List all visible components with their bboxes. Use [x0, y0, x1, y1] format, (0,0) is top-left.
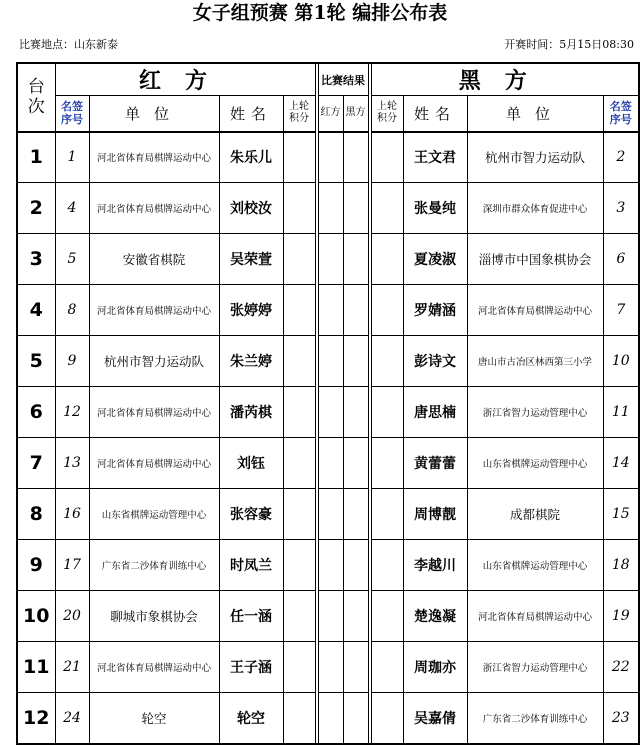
red-name: 王子涵	[219, 642, 283, 693]
result-black	[343, 438, 368, 489]
red-seed: 24	[55, 693, 89, 744]
red-prev-points	[283, 642, 315, 693]
black-unit: 淄博市中国象棋协会	[467, 234, 603, 285]
red-name: 张容豪	[219, 489, 283, 540]
black-prev-points	[371, 693, 403, 744]
result-red	[318, 336, 343, 387]
table-row	[17, 285, 639, 336]
table-number: 3	[17, 234, 55, 285]
red-seed: 4	[55, 183, 89, 234]
black-name: 周博靓	[403, 489, 467, 540]
red-name-header: 姓名	[219, 96, 283, 132]
result-red	[318, 642, 343, 693]
result-red	[318, 234, 343, 285]
red-seed: 1	[55, 132, 89, 183]
black-seed: 14	[603, 438, 639, 489]
black-prev-points	[371, 336, 403, 387]
black-prev-points	[371, 387, 403, 438]
result-black	[343, 285, 368, 336]
red-name: 时凤兰	[219, 540, 283, 591]
black-name-header: 姓名	[403, 96, 467, 132]
red-prev-points	[283, 438, 315, 489]
table-row	[17, 234, 639, 285]
result-black	[343, 693, 368, 744]
result-red	[318, 387, 343, 438]
red-prev-points	[283, 285, 315, 336]
black-prev-points	[371, 642, 403, 693]
table-number: 9	[17, 540, 55, 591]
black-prev-points	[371, 438, 403, 489]
red-seed: 21	[55, 642, 89, 693]
red-unit: 杭州市智力运动队	[89, 336, 219, 387]
red-prev-points	[283, 183, 315, 234]
black-name: 周珈亦	[403, 642, 467, 693]
result-black	[343, 336, 368, 387]
black-prev-points	[371, 132, 403, 183]
black-name: 张曼纯	[403, 183, 467, 234]
red-seed-header: 名签 序号	[55, 96, 89, 132]
result-black	[343, 642, 368, 693]
black-name: 吴嘉倩	[403, 693, 467, 744]
black-prev-points	[371, 183, 403, 234]
black-unit: 河北省体育局棋牌运动中心	[467, 285, 603, 336]
black-unit: 深圳市群众体育促进中心	[467, 183, 603, 234]
black-seed: 10	[603, 336, 639, 387]
result-black	[343, 540, 368, 591]
black-seed: 3	[603, 183, 639, 234]
result-black	[343, 132, 368, 183]
red-unit: 河北省体育局棋牌运动中心	[89, 387, 219, 438]
table-number: 4	[17, 285, 55, 336]
black-seed: 22	[603, 642, 639, 693]
table-row	[17, 489, 639, 540]
table-number: 10	[17, 591, 55, 642]
black-unit: 唐山市古冶区林西第三小学	[467, 336, 603, 387]
red-prev-points	[283, 132, 315, 183]
red-prev-points	[283, 693, 315, 744]
red-prev-points	[283, 336, 315, 387]
table-number: 8	[17, 489, 55, 540]
red-seed: 9	[55, 336, 89, 387]
red-unit: 河北省体育局棋牌运动中心	[89, 642, 219, 693]
table-number: 11	[17, 642, 55, 693]
result-red	[318, 489, 343, 540]
table-row	[17, 642, 639, 693]
table-number: 2	[17, 183, 55, 234]
black-unit: 成都棋院	[467, 489, 603, 540]
red-prev-points-header: 上轮 积分	[283, 96, 315, 132]
red-unit: 广东省二沙体育训练中心	[89, 540, 219, 591]
result-black	[343, 387, 368, 438]
red-name: 张婷婷	[219, 285, 283, 336]
red-seed: 17	[55, 540, 89, 591]
red-seed: 20	[55, 591, 89, 642]
table-row	[17, 387, 639, 438]
black-seed: 18	[603, 540, 639, 591]
pairing-table	[16, 62, 640, 745]
red-unit: 安徽省棋院	[89, 234, 219, 285]
black-prev-points-header: 上轮 积分	[371, 96, 403, 132]
page-title: 女子组预赛 第1轮 编排公布表	[192, 2, 448, 24]
black-name: 楚逸凝	[403, 591, 467, 642]
red-seed: 16	[55, 489, 89, 540]
black-name: 唐思楠	[403, 387, 467, 438]
red-name: 朱乐儿	[219, 132, 283, 183]
red-unit: 河北省体育局棋牌运动中心	[89, 438, 219, 489]
table-row	[17, 438, 639, 489]
red-prev-points	[283, 540, 315, 591]
red-unit: 河北省体育局棋牌运动中心	[89, 285, 219, 336]
black-seed-header: 名签 序号	[603, 96, 639, 132]
result-red	[318, 285, 343, 336]
result-header: 比赛结果	[318, 63, 368, 96]
result-red-header: 红方	[318, 96, 343, 132]
table-row	[17, 132, 639, 183]
black-name: 王文君	[403, 132, 467, 183]
black-seed: 23	[603, 693, 639, 744]
black-name: 李越川	[403, 540, 467, 591]
result-black	[343, 489, 368, 540]
black-unit: 浙江省智力运动管理中心	[467, 642, 603, 693]
red-prev-points	[283, 591, 315, 642]
table-row	[17, 540, 639, 591]
result-red	[318, 591, 343, 642]
result-red	[318, 540, 343, 591]
result-black-header: 黑方	[343, 96, 368, 132]
black-unit: 山东省棋牌运动管理中心	[467, 438, 603, 489]
red-name: 轮空	[219, 693, 283, 744]
black-seed: 2	[603, 132, 639, 183]
result-red	[318, 693, 343, 744]
table-row	[17, 591, 639, 642]
black-seed: 19	[603, 591, 639, 642]
result-red	[318, 132, 343, 183]
black-name: 彭诗文	[403, 336, 467, 387]
black-side-header: 黑方	[371, 63, 639, 96]
result-red	[318, 438, 343, 489]
red-unit: 河北省体育局棋牌运动中心	[89, 183, 219, 234]
red-unit: 轮空	[89, 693, 219, 744]
red-unit: 山东省棋牌运动管理中心	[89, 489, 219, 540]
red-prev-points	[283, 234, 315, 285]
red-name: 吴荣萱	[219, 234, 283, 285]
black-seed: 11	[603, 387, 639, 438]
red-seed: 13	[55, 438, 89, 489]
red-seed: 5	[55, 234, 89, 285]
result-black	[343, 591, 368, 642]
red-prev-points	[283, 387, 315, 438]
black-prev-points	[371, 285, 403, 336]
red-unit-header: 单位	[89, 96, 219, 132]
red-name: 朱兰婷	[219, 336, 283, 387]
black-prev-points	[371, 234, 403, 285]
black-unit: 浙江省智力运动管理中心	[467, 387, 603, 438]
start-time-text: 开赛时间：5月15日08:30	[504, 38, 634, 51]
red-unit: 河北省体育局棋牌运动中心	[89, 132, 219, 183]
red-name: 刘校汝	[219, 183, 283, 234]
black-unit-header: 单位	[467, 96, 603, 132]
black-unit: 河北省体育局棋牌运动中心	[467, 591, 603, 642]
black-prev-points	[371, 591, 403, 642]
venue-text: 比赛地点：山东新泰	[19, 38, 118, 51]
black-unit: 广东省二沙体育训练中心	[467, 693, 603, 744]
table-number: 7	[17, 438, 55, 489]
table-row	[17, 693, 639, 744]
black-prev-points	[371, 489, 403, 540]
black-name: 夏凌淑	[403, 234, 467, 285]
red-unit: 聊城市象棋协会	[89, 591, 219, 642]
black-unit: 山东省棋牌运动管理中心	[467, 540, 603, 591]
black-name: 罗婧涵	[403, 285, 467, 336]
result-black	[343, 234, 368, 285]
table-row	[17, 183, 639, 234]
result-black	[343, 183, 368, 234]
red-name: 刘钰	[219, 438, 283, 489]
table-row	[17, 336, 639, 387]
red-seed: 8	[55, 285, 89, 336]
table-number-header: 台 次	[17, 63, 55, 132]
black-name: 黄蕾蕾	[403, 438, 467, 489]
red-prev-points	[283, 489, 315, 540]
red-seed: 12	[55, 387, 89, 438]
black-seed: 7	[603, 285, 639, 336]
black-seed: 15	[603, 489, 639, 540]
black-prev-points	[371, 540, 403, 591]
table-number: 1	[17, 132, 55, 183]
red-name: 潘芮棋	[219, 387, 283, 438]
red-name: 任一涵	[219, 591, 283, 642]
black-unit: 杭州市智力运动队	[467, 132, 603, 183]
table-number: 12	[17, 693, 55, 744]
black-seed: 6	[603, 234, 639, 285]
red-side-header: 红方	[55, 63, 315, 96]
result-red	[318, 183, 343, 234]
table-number: 5	[17, 336, 55, 387]
table-number: 6	[17, 387, 55, 438]
